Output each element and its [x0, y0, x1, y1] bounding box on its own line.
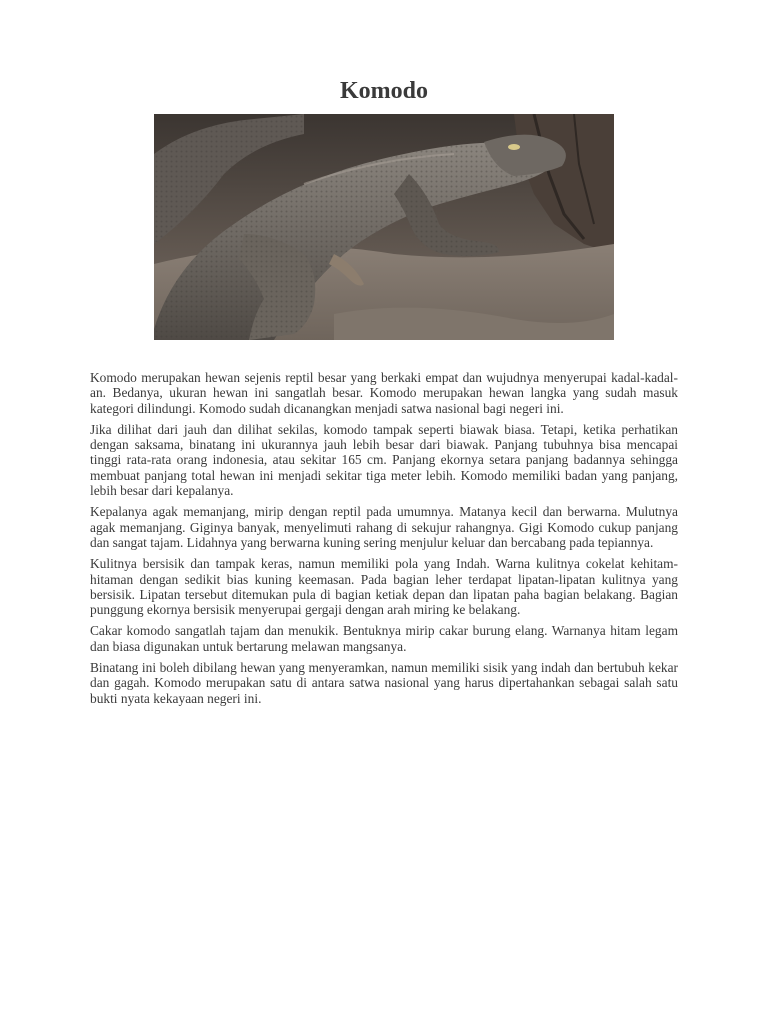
paragraph-2: Jika dilihat dari jauh dan dilihat sekilas, komodo tampak seperti biawak biasa. Tetapi, ketika perhatikan dengan saksama, binatang ini ukurannya jauh lebih besar dari biawak. Panjang tubuhnya bisa mencapai tinggi rata-rata orang indonesia, atau sekitar 165 cm. Panjang ekornya setara panjang badannya sehingga membuat panjang total hewan ini menjadi sekitar tiga meter lebih. Komodo memiliki badan yang panjang, lebih besar dari kepalanya. — [90, 421, 678, 499]
paragraph-5: Cakar komodo sangatlah tajam dan menukik. Bentuknya mirip cakar burung elang. Warnanya hitam legam dan biasa digunakan untuk bertarung melawan mangsanya. — [90, 623, 678, 654]
paragraph-6: Binatang ini boleh dibilang hewan yang menyeramkan, namun memiliki sisik yang indah dan bertubuh kekar dan gagah. Komodo merupakan satu di antara satwa nasional yang harus dipertahankan sebagai salah satu bukti nyata kekayaan negeri ini. — [90, 660, 678, 706]
paragraph-4: Kulitnya bersisik dan tampak keras, namun memiliki pola yang Indah. Warna kulitnya cokelat kehitam-hitaman dengan sedikit bias kuning keemasan. Pada bagian leher terdapat lipatan-lipatan kulitnya yang bersisik. Lipatan tersebut ditemukan pula di bagian ketiak depan dan lipatan paha bagian belakang. Bagian punggung ekornya bersisik menyerupai gergaji dengan arah miring ke belakang. — [90, 556, 678, 618]
paragraph-1: Komodo merupakan hewan sejenis reptil besar yang berkaki empat dan wujudnya menyerupai kadal-kadal-an. Bedanya, ukuran hewan ini sangatlah besar. Komodo merupakan hewan langka yang sudah masuk kategori dilindungi. Komodo sudah dicanangkan menjadi satwa nasional bagi negeri ini. — [90, 370, 678, 416]
paragraph-3: Kepalanya agak memanjang, mirip dengan reptil pada umumnya. Matanya kecil dan berwarna. Mulutnya agak memanjang. Giginya banyak, menyelimuti rahang di sekujur rahangnya. Gigi Komodo cukup panjang dan sangat tajam. Lidahnya yang berwarna kuning sering menjulur keluar dan bercabang pada tepiannya. — [90, 504, 678, 550]
komodo-dragon-illustration — [154, 114, 614, 340]
komodo-photo — [154, 114, 614, 340]
body-text — [90, 370, 678, 712]
document-title: Komodo — [339, 78, 428, 104]
